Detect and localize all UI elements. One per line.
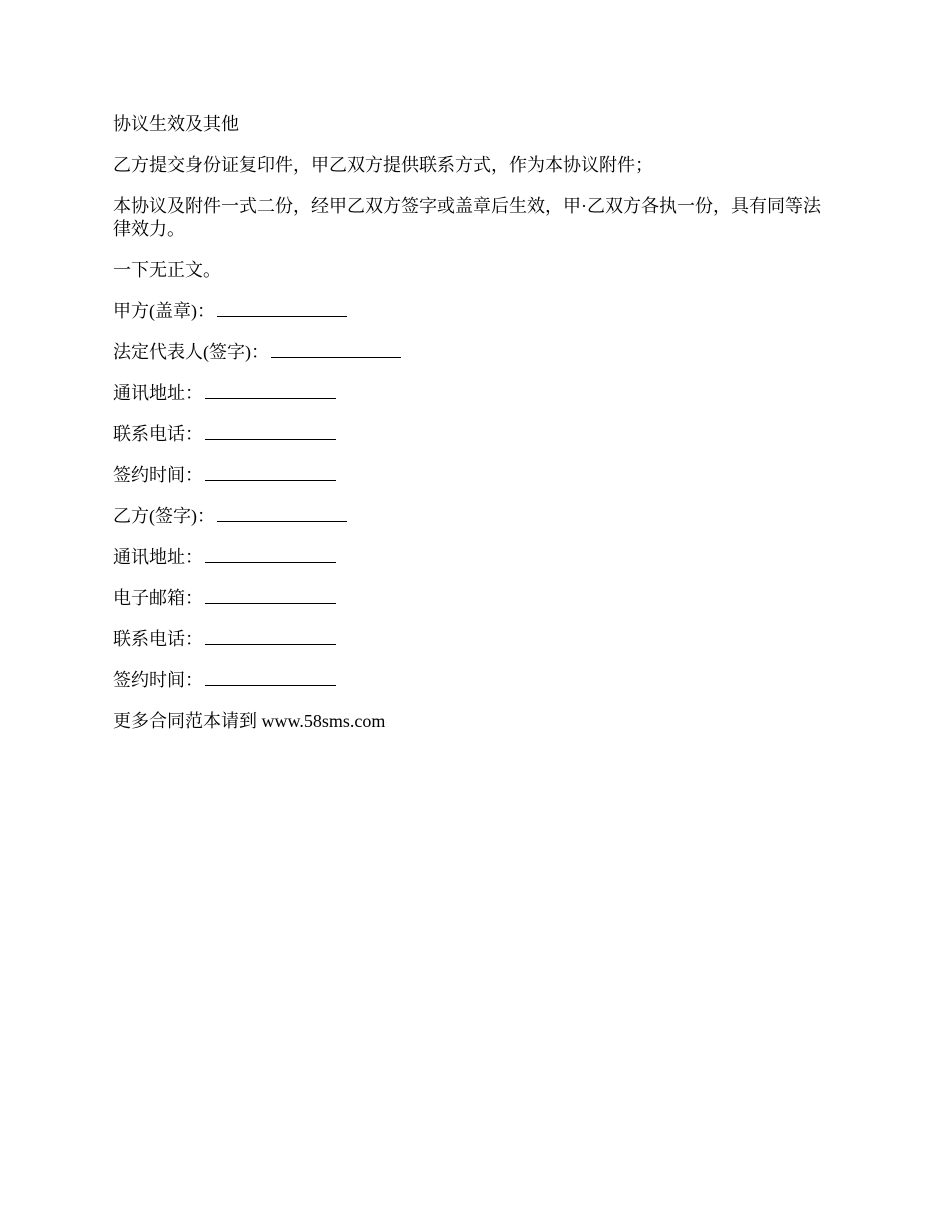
address-blank[interactable]: [205, 382, 336, 399]
phone-blank[interactable]: [205, 423, 336, 440]
email-blank[interactable]: [205, 587, 336, 604]
field-party-a-phone: [113, 423, 833, 446]
field-label: 电子邮箱：: [113, 588, 203, 608]
field-party-b-email: [113, 587, 833, 610]
address-blank[interactable]: [205, 546, 336, 563]
field-label: 甲方(盖章)：: [113, 301, 215, 321]
field-label: 签约时间：: [113, 670, 203, 690]
field-party-a-address: [113, 382, 833, 405]
field-label: 乙方(签字)：: [113, 506, 215, 526]
field-label: 法定代表人(签字)：: [113, 342, 269, 362]
field-label: 签约时间：: [113, 465, 203, 485]
field-party-b-date: [113, 669, 833, 692]
signature-blank[interactable]: [217, 300, 347, 317]
document-body: [113, 113, 833, 751]
field-legal-representative: [113, 341, 833, 364]
paragraph-effectiveness: 本协议及附件一式二份，经甲乙双方签字或盖章后生效，甲·乙双方各执一份，具有同等法律效力。: [113, 196, 821, 239]
field-party-b-address: [113, 546, 833, 569]
field-label: 通讯地址：: [113, 547, 203, 567]
signature-blank[interactable]: [217, 505, 347, 522]
field-party-b-phone: [113, 628, 833, 651]
field-label: 通讯地址：: [113, 383, 203, 403]
field-party-a-seal: [113, 300, 833, 323]
field-party-b-signature: [113, 505, 833, 528]
signature-blank[interactable]: [271, 341, 401, 358]
paragraph-attachments: 乙方提交身份证复印件，甲乙双方提供联系方式，作为本协议附件；: [113, 155, 653, 175]
field-party-a-date: [113, 464, 833, 487]
field-label: 联系电话：: [113, 629, 203, 649]
footer-note: 更多合同范本请到 www.58sms.com: [113, 711, 386, 731]
phone-blank[interactable]: [205, 628, 336, 645]
field-label: 联系电话：: [113, 424, 203, 444]
section-heading: 协议生效及其他: [113, 114, 239, 134]
paragraph-end-of-text: 一下无正文。: [113, 260, 221, 280]
date-blank[interactable]: [205, 669, 336, 686]
date-blank[interactable]: [205, 464, 336, 481]
